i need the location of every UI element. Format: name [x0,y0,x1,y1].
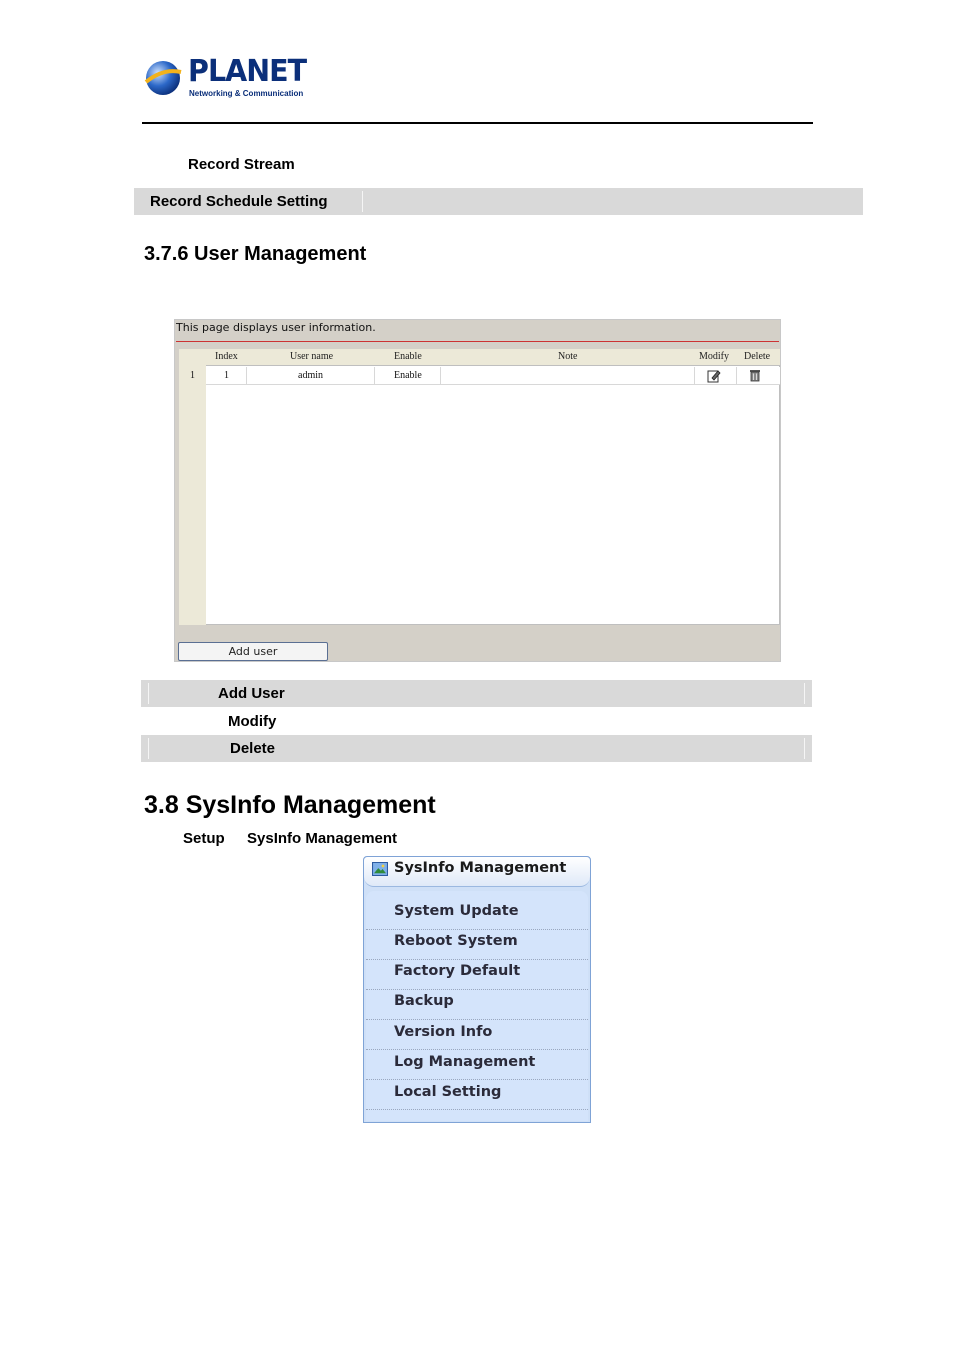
legend-modify: Modify [228,713,277,730]
table-cell-divider [694,367,695,385]
table-cell-divider [362,191,363,212]
menu-item-label: Log Management [394,1054,536,1070]
legend-delete: Delete [230,740,276,757]
menu-item-label: Local Setting [394,1084,502,1100]
user-table [179,349,780,625]
path-setup: Setup [183,830,225,847]
modify-icon[interactable] [707,369,721,383]
image-icon [372,862,388,876]
cell-index: 1 [224,370,229,381]
description-underline [176,341,779,342]
record-stream-label: Record Stream [188,156,295,173]
column-header-enable[interactable]: Enable [394,351,422,362]
menu-item-label: Reboot System [394,933,518,949]
table-cell-divider [804,738,805,759]
add-user-button[interactable]: Add user [178,642,328,661]
path-sysinfo-management: SysInfo Management [247,830,398,847]
column-header-user-name[interactable]: User name [290,351,334,362]
row-number: 1 [190,370,195,381]
legend-add-user: Add User [218,685,285,702]
table-cell-divider [148,738,149,759]
table-cell-divider [804,683,805,704]
column-header-index[interactable]: Index [215,351,238,362]
sysinfo-heading: 3.8 SysInfo Management [144,791,436,819]
table-cell-divider [148,683,149,704]
menu-item-label: Backup [394,993,454,1009]
cell-enable: Enable [394,370,422,381]
column-header-modify[interactable]: Modify [699,351,729,362]
brand-logo-text: PLANET [188,54,307,89]
table-cell-divider [736,367,737,385]
cell-user-name: admin [298,370,323,381]
table-row-divider [206,384,780,385]
column-header-note[interactable]: Note [558,351,578,362]
record-schedule-label: Record Schedule Setting [150,193,328,210]
sysinfo-menu-title: SysInfo Management [394,860,567,876]
menu-item-label: System Update [394,903,519,919]
menu-item-label: Version Info [394,1024,493,1040]
table-cell-divider [246,367,247,385]
table-cell-divider [440,367,441,385]
user-management-heading: 3.7.6 User Management [144,243,367,265]
table-cell-divider [374,367,375,385]
delete-icon[interactable] [749,369,761,382]
header-divider [142,122,813,124]
brand-tagline: Networking & Communication [189,89,304,98]
column-header-delete[interactable]: Delete [744,351,771,362]
planet-globe-icon [143,58,183,98]
page-description: This page displays user information. [176,321,376,334]
row-number-gutter [179,349,206,625]
menu-item-label: Factory Default [394,963,521,979]
